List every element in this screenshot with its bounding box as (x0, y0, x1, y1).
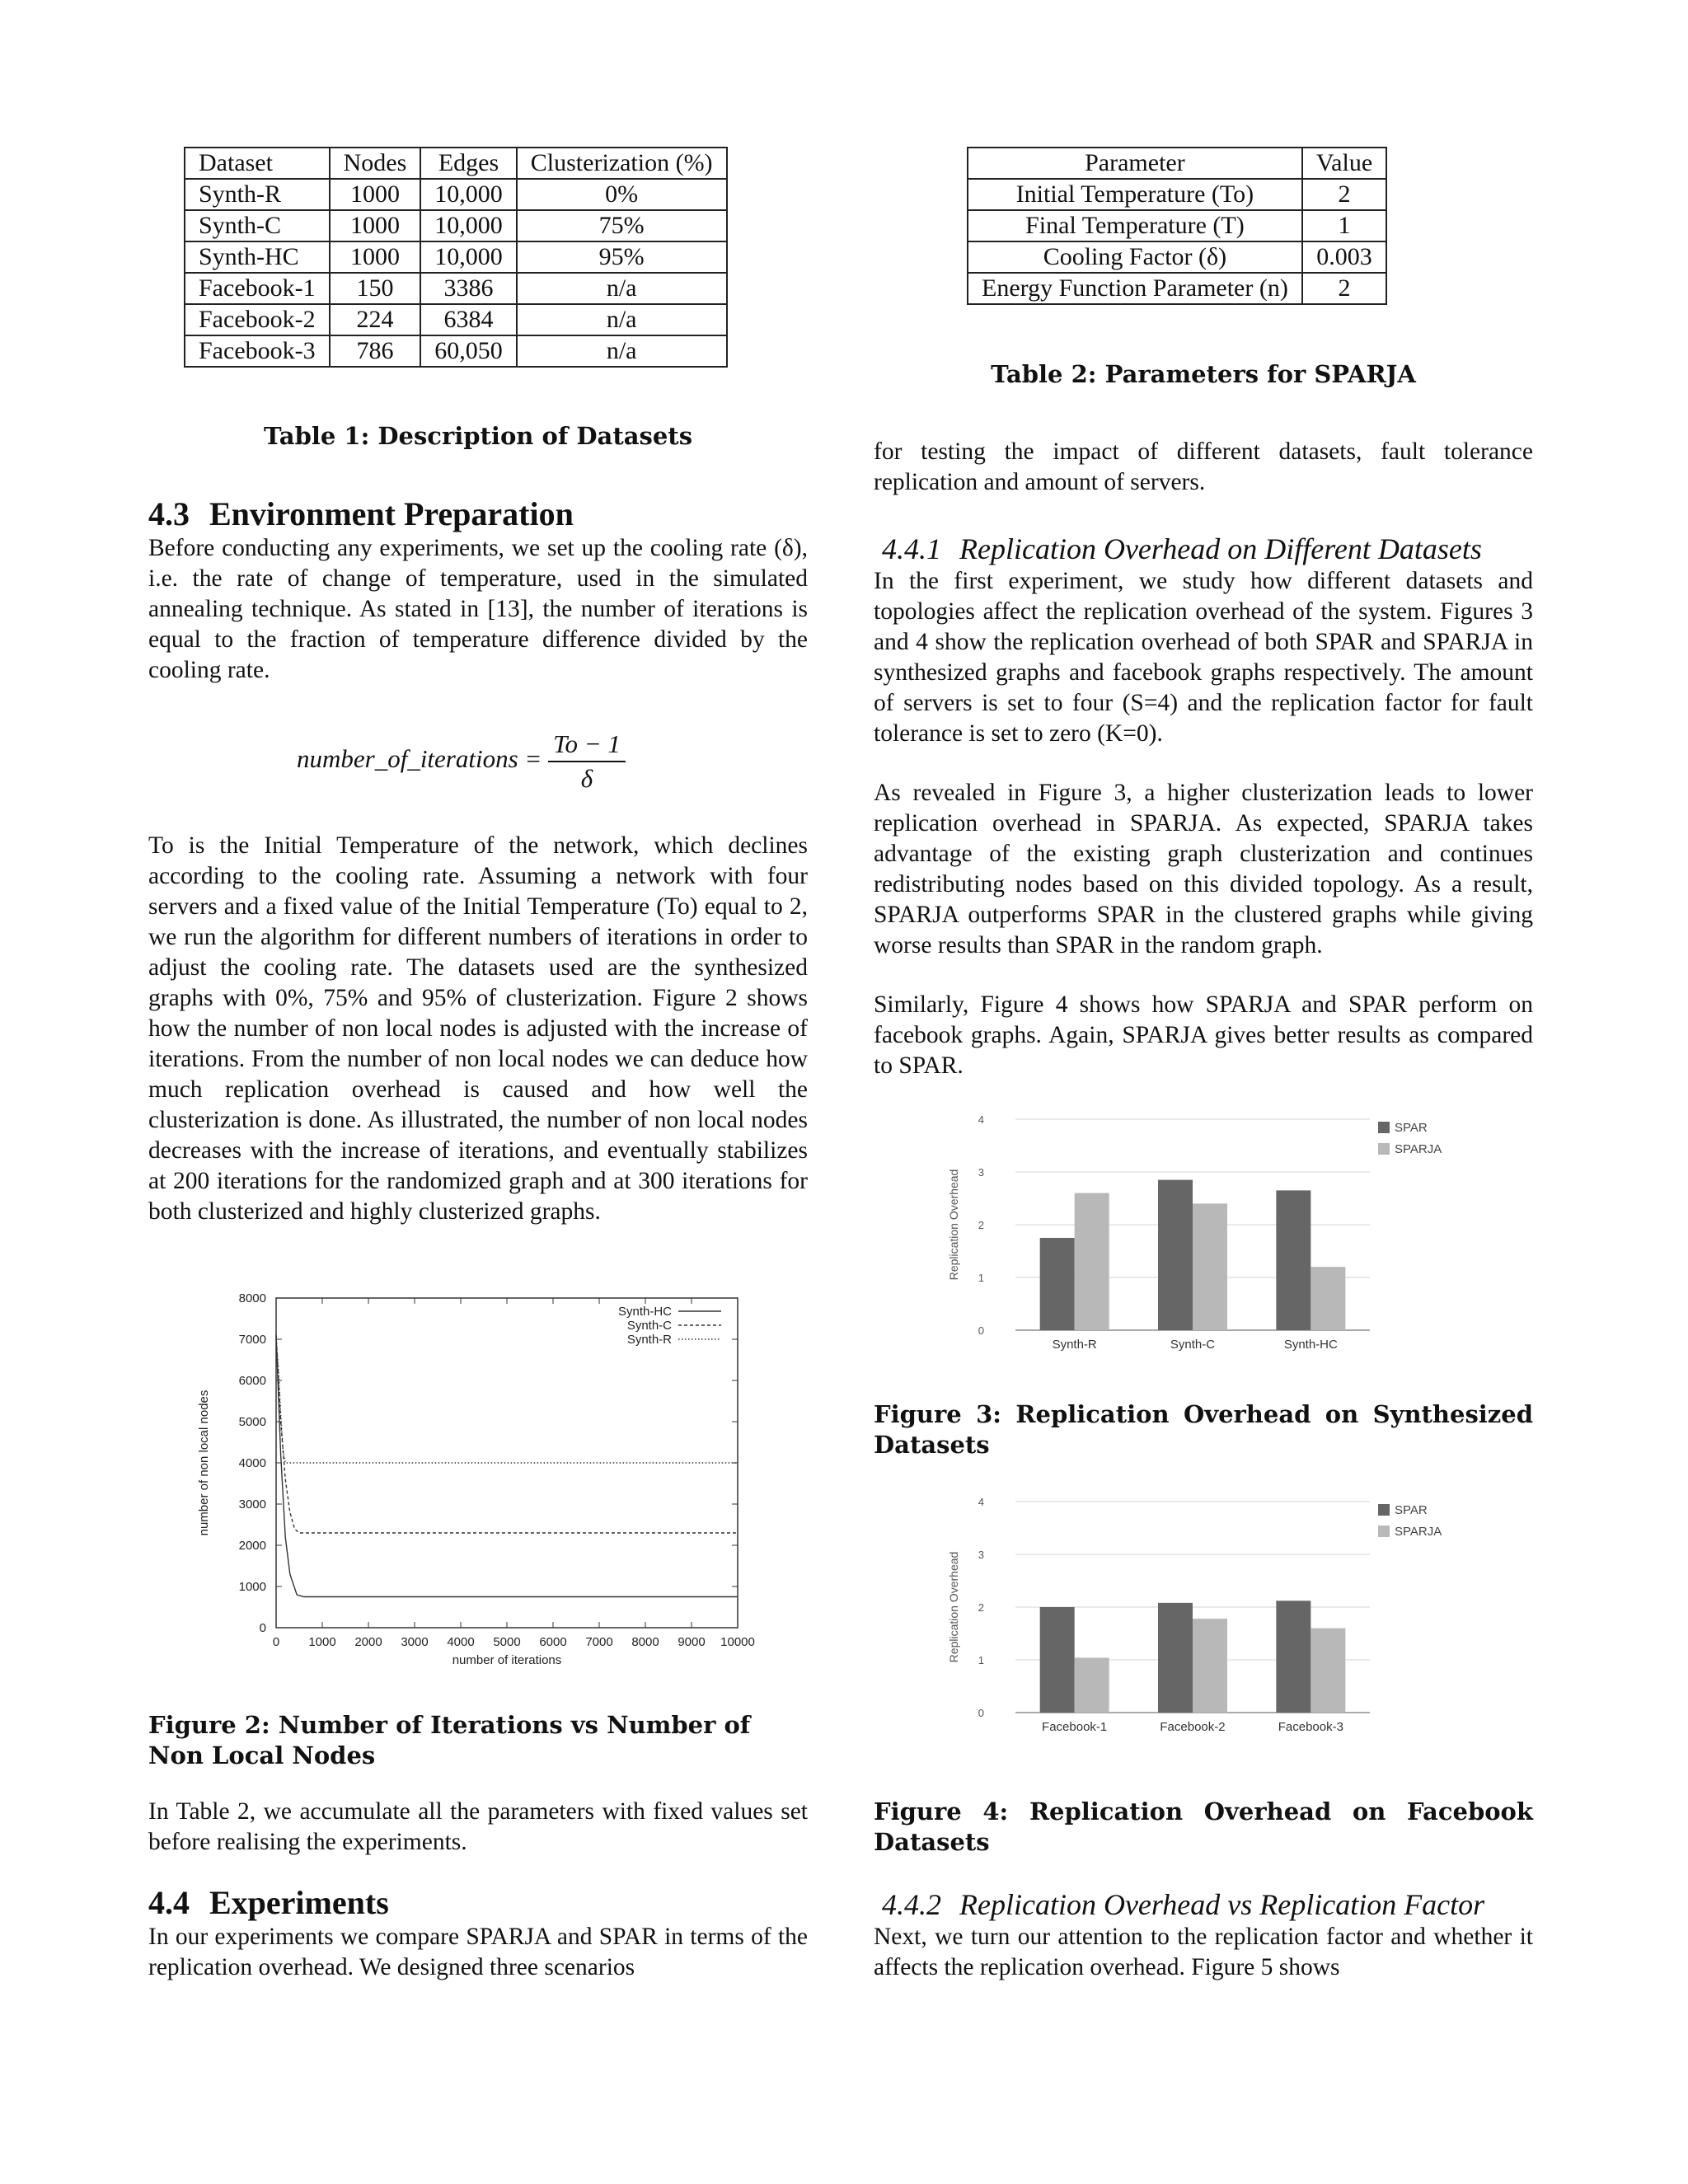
equation-denominator: δ (580, 764, 593, 793)
table-2-cell: Energy Function Parameter (n) (968, 273, 1302, 304)
y-tick-label: 7000 (238, 1333, 266, 1347)
table-2-caption: Table 2: Parameters for SPARJA (991, 360, 1416, 388)
y-axis-label: Replication Overhead (947, 1551, 960, 1663)
legend-swatch (1378, 1122, 1390, 1133)
x-tick-label: 0 (272, 1635, 280, 1649)
table-1-cell: 224 (330, 304, 421, 335)
table-2-row (968, 241, 1386, 273)
x-tick-label: 10000 (720, 1635, 755, 1649)
bar-sparja (1311, 1629, 1345, 1713)
table-2-header-row (968, 148, 1386, 179)
bar-spar (1158, 1180, 1193, 1330)
y-tick-label: 3000 (238, 1497, 266, 1511)
x-tick-label: 8000 (631, 1635, 659, 1649)
figure-2-chart (190, 1282, 767, 1685)
paragraph: In the first experiment, we study how different datasets and topologies affect the replication overhead of the system. Figures 3 and 4 show the replication overhead of both SPAR and SPARJA in synthesized graphs and facebook graphs respectively. The amount of servers is set to four (S=4) and the replication factor for fault tolerance is set to zero (K=0). (874, 568, 1533, 747)
table-1-cell: n/a (517, 335, 727, 367)
y-tick-label: 1 (978, 1272, 984, 1284)
paragraph: In Table 2, we accumulate all the parameters with fixed values set before realising the experiments. (148, 1798, 808, 1855)
table-1-cell: 10,000 (420, 210, 517, 241)
section-4-4 (148, 1883, 808, 1983)
table-2-container (967, 147, 1387, 305)
bar-spar (1040, 1607, 1075, 1713)
equation-numerator: To − 1 (548, 729, 626, 762)
y-tick-label: 5000 (238, 1415, 266, 1429)
bar-spar (1276, 1601, 1311, 1713)
table-2-row (968, 179, 1386, 210)
table-1-cell: 75% (517, 210, 727, 241)
figure-3-caption: Figure 3: Replication Overhead on Synthesized Datasets (874, 1400, 1533, 1459)
bar-sparja (1311, 1267, 1345, 1330)
legend-swatch (1378, 1504, 1390, 1516)
x-tick-label: Facebook-3 (1278, 1720, 1343, 1734)
table-1-cell: 786 (330, 335, 421, 367)
section-title: Experiments (209, 1884, 389, 1921)
x-tick-label: 5000 (493, 1635, 521, 1649)
y-tick-label: 0 (259, 1621, 266, 1635)
table-1-cell: n/a (517, 273, 727, 304)
table-2-header-cell: Value (1302, 148, 1386, 179)
x-tick-label: Facebook-1 (1042, 1720, 1108, 1734)
section-title: Environment Preparation (209, 495, 574, 532)
section-4-3-heading (148, 494, 808, 533)
paragraph: As revealed in Figure 3, a higher clusterization leads to lower replication overhead in SPARJA. As expected, SPARJA takes advantage of the existing graph clusterization and continues redistributing nodes based on this divided topology. As a result, SPARJA outperforms SPAR in the clustered graphs while giving worse results than SPAR in the random graph. (874, 780, 1533, 958)
table-2-row (968, 273, 1386, 304)
table-1-container (184, 147, 728, 368)
section-4-4-2 (874, 1887, 1533, 1983)
section-4-4-1-heading (882, 532, 1533, 566)
paragraph: for testing the impact of different datasets, fault tolerance replication and amount of servers. (874, 438, 1533, 495)
legend-swatch (1378, 1526, 1390, 1537)
y-tick-label: 4000 (238, 1456, 266, 1470)
table-1-cell: 150 (330, 273, 421, 304)
table-1-row (185, 335, 727, 367)
table-1-header-cell: Nodes (330, 148, 421, 179)
y-tick-label: 0 (978, 1707, 984, 1719)
x-tick-label: 6000 (539, 1635, 567, 1649)
table-1-cell: 60,050 (420, 335, 517, 367)
x-tick-label: 7000 (585, 1635, 613, 1649)
table-1-header-cell: Edges (420, 148, 517, 179)
table-1-cell: 1000 (330, 210, 421, 241)
y-tick-label: 8000 (238, 1291, 266, 1305)
x-tick-label: Synth-R (1052, 1338, 1097, 1352)
y-tick-label: 2 (978, 1219, 984, 1231)
table-2-cell: Initial Temperature (To) (968, 179, 1302, 210)
series-line-synth-c (276, 1335, 738, 1533)
table-2-header-cell: Parameter (968, 148, 1302, 179)
figure-4-chart (940, 1483, 1484, 1755)
bar-sparja (1075, 1193, 1109, 1330)
section-title: Replication Overhead vs Replication Factor (959, 1888, 1485, 1921)
y-tick-label: 2000 (238, 1539, 266, 1553)
x-tick-label: 4000 (447, 1635, 475, 1649)
y-tick-label: 3 (978, 1166, 984, 1179)
table-1-row (185, 210, 727, 241)
section-4-4-heading (148, 1883, 808, 1922)
paragraph: To is the Initial Temperature of the network, which declines according to the cooling rate. Assuming a network with four servers and a fixed value of the Initial Temperature (To) equal to 2, we run the algorithm for different numbers of iterations in order to adjust the cooling rate. The datasets used are the synthesized graphs with 0%, 75% and 95% of clusterization. Figure 2 shows how the number of non local nodes is adjusted with the increase of iterations. From the number of non local nodes we can deduce how much replication overhead is caused and how well the clusterization is done. As illustrated, the number of non local nodes decreases with the increase of iterations, and eventually stabilizes at 200 iterations for the randomized graph and at 300 iterations for both clusterized and highly clusterized graphs. (148, 832, 808, 1225)
table-1-header-row (185, 148, 727, 179)
section-title: Replication Overhead on Different Datasets (959, 532, 1482, 565)
plot-frame (276, 1298, 738, 1628)
legend-label: Synth-C (626, 1319, 672, 1333)
table-1-cell: 1000 (330, 241, 421, 273)
table-1-cell: Synth-C (185, 210, 330, 241)
paragraph: Similarly, Figure 4 shows how SPARJA and SPAR perform on facebook graphs. Again, SPARJA gives better results as compared to SPAR. (874, 991, 1533, 1079)
table-1-caption: Table 1: Description of Datasets (263, 422, 693, 450)
y-tick-label: 4 (978, 1113, 984, 1126)
y-tick-label: 6000 (238, 1374, 266, 1388)
paragraph: Next, we turn our attention to the replication factor and whether it affects the replication overhead. Figure 5 shows (874, 1924, 1533, 1980)
series-line-synth-hc (276, 1335, 738, 1597)
section-4-4-cont (874, 437, 1533, 498)
table-1-cell: 10,000 (420, 179, 517, 210)
y-tick-label: 4 (978, 1496, 984, 1508)
figure-2-caption: Figure 2: Number of Iterations vs Number of Non Local Nodes (148, 1711, 751, 1769)
table-2-cell: Final Temperature (T) (968, 210, 1302, 241)
bar-sparja (1075, 1657, 1109, 1713)
bar-spar (1040, 1238, 1075, 1330)
table-1-row (185, 273, 727, 304)
table-2-cell: Cooling Factor (δ) (968, 241, 1302, 273)
section-number: 4.3 (148, 495, 190, 532)
table-1-row (185, 304, 727, 335)
bar-sparja (1193, 1203, 1227, 1330)
table-1 (184, 147, 728, 368)
table-1-cell: 1000 (330, 179, 421, 210)
y-axis-label: Replication Overhead (947, 1169, 960, 1281)
legend-swatch (1378, 1143, 1390, 1155)
equation-fraction (548, 729, 626, 794)
legend-label: Synth-HC (617, 1305, 672, 1319)
x-tick-label: 9000 (678, 1635, 706, 1649)
bar-spar (1276, 1190, 1311, 1330)
section-number: 4.4 (148, 1884, 190, 1921)
table-1-cell: Facebook-2 (185, 304, 330, 335)
x-tick-label: 1000 (308, 1635, 336, 1649)
figure-4-caption: Figure 4: Replication Overhead on Facebook Datasets (874, 1797, 1533, 1856)
equation-lhs: number_of_iterations = (297, 744, 542, 774)
x-tick-label: Synth-HC (1283, 1338, 1338, 1352)
figure-3-chart (940, 1104, 1484, 1368)
x-axis-label: number of iterations (452, 1653, 562, 1667)
legend-label: Synth-R (626, 1333, 672, 1347)
table-2-cell: 0.003 (1302, 241, 1386, 273)
legend-label: SPARJA (1395, 1142, 1442, 1156)
table-1-header-cell: Dataset (185, 148, 330, 179)
x-tick-label: 3000 (401, 1635, 429, 1649)
section-4-4-1 (874, 532, 1533, 1081)
table-1-cell: 6384 (420, 304, 517, 335)
y-tick-label: 1 (978, 1654, 984, 1666)
table-1-cell: Synth-R (185, 179, 330, 210)
y-tick-label: 1000 (238, 1580, 266, 1594)
paragraph: Before conducting any experiments, we set up the cooling rate (δ), i.e. the rate of change of temperature, used in the simulated annealing technique. As stated in [13], the number of iterations is equal to the fraction of temperature difference divided by the cooling rate. (148, 535, 808, 683)
series-line-synth-r (276, 1339, 738, 1463)
x-tick-label: 2000 (354, 1635, 382, 1649)
table-1-cell: Synth-HC (185, 241, 330, 273)
table-1-cell: n/a (517, 304, 727, 335)
bar-spar (1158, 1603, 1193, 1713)
y-tick-label: 2 (978, 1601, 984, 1614)
x-tick-label: Synth-C (1170, 1338, 1216, 1352)
y-tick-label: 0 (978, 1324, 984, 1337)
section-number: 4.4.2 (882, 1888, 941, 1921)
section-number: 4.4.1 (882, 532, 941, 565)
table-2-cell: 2 (1302, 179, 1386, 210)
legend-label: SPAR (1395, 1121, 1428, 1135)
table-1-cell: 95% (517, 241, 727, 273)
table-1-cell: Facebook-1 (185, 273, 330, 304)
table-2-row (968, 210, 1386, 241)
section-4-4-2-heading (882, 1887, 1533, 1922)
table-2-cell: 1 (1302, 210, 1386, 241)
table-1-cell: 3386 (420, 273, 517, 304)
table-2-cell: 2 (1302, 273, 1386, 304)
table-2 (967, 147, 1387, 305)
section-4-3-body (148, 831, 808, 1227)
bar-sparja (1193, 1619, 1227, 1713)
table-1-header-cell: Clusterization (%) (517, 148, 727, 179)
table-1-cell: 10,000 (420, 241, 517, 273)
equation-iterations (297, 729, 626, 794)
section-4-3-tail (148, 1797, 808, 1858)
legend-label: SPARJA (1395, 1525, 1442, 1539)
table-1-cell: Facebook-3 (185, 335, 330, 367)
table-1-row (185, 179, 727, 210)
section-4-3 (148, 494, 808, 686)
table-1-cell: 0% (517, 179, 727, 210)
table-1-row (185, 241, 727, 273)
y-axis-label: number of non local nodes (197, 1390, 211, 1536)
x-tick-label: Facebook-2 (1160, 1720, 1226, 1734)
y-tick-label: 3 (978, 1549, 984, 1561)
paragraph: In our experiments we compare SPARJA and SPAR in terms of the replication overhead. We designed three scenarios (148, 1924, 808, 1980)
legend-label: SPAR (1395, 1503, 1428, 1517)
